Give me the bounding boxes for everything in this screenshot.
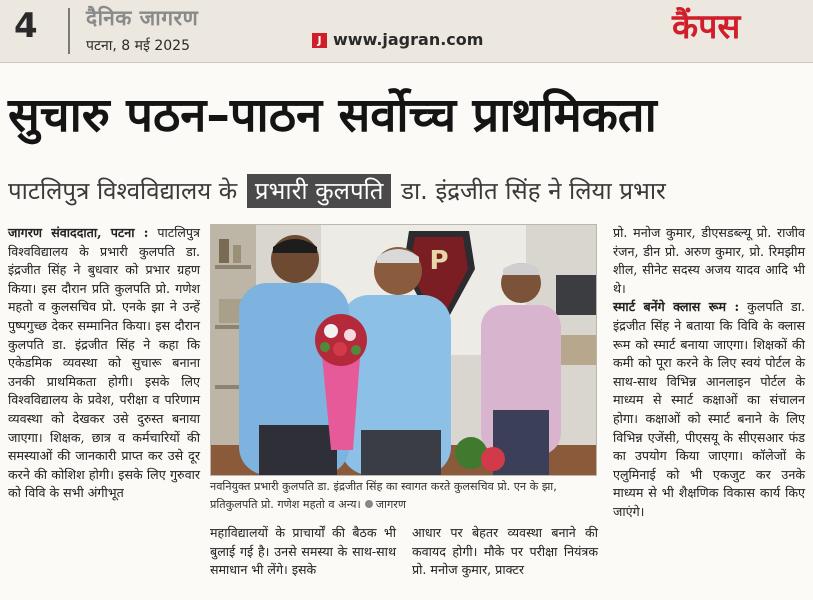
website-url: www.jagran.com <box>333 30 484 49</box>
column-4-text-2: कुलपति डा. इंद्रजीत सिंह ने बताया कि विवि के क्लास रूम को स्मार्ट बनाया जाएगा। शिक्षकों की कमी को पूरा करने के लिए स्वयं पोर्टल के साथ-साथ विभिन्न आनलाइन पोर्टल के माध्यम से स्मार्ट कक्षाओं का संचालन होगा। कक्षाओं को स्मार्ट बनाने के लिए विभिन्न एजेंसी, पीएसयू के सीएसआर फंड का उपयोग किया जाएगा। कॉलेजों के एलुमिनाई को भी एकजुट कर उनके माध्यम से भी शैक्षणिक विकास कार्य किए जाएंगे। <box>613 299 805 519</box>
column-1-text: पाटलिपुत्र विश्वविद्यालय के प्रभारी कुलपति डा. इंद्रजीत सिंह ने बुधवार को प्रभार ग्रहण किया। इस दौरान प्रति कुलपति प्रो. गणेश महतो व कुलसचिव प्रो. एनके झा ने उन्हें पुष्पगुच्छ देकर सम्मानित किया। इस दौरान कुलपति डा. इंद्रजीत सिंह ने कहा कि एकेडमिक व्यवस्था को सुचारू बनाना उनकी प्राथमिकता होगी। इसके लिए विश्वविद्यालय के प्रवेश, परीक्षा व परिणाम व्यवस्था को देखकर उसे दुरुस्त बनाया जाएगा। शिक्षक, छात्र व कर्मचारियों की समस्याओं की जानकारी प्राप्त कर उसे दूर करने की कोशिश होगी। इसके लिए गुरुवार को विवि के सभी अंगीभूत <box>8 225 200 501</box>
column-1 <box>8 224 200 503</box>
byline: जागरण संवाददाता, पटना : <box>8 225 149 240</box>
headline: सुचारु पठन–पाठन सर्वोच्च प्राथमिकता <box>8 88 657 143</box>
column-2-text: महाविद्यालयों के प्राचार्यों की बैठक भी बुलाई गई है। उनसे समस्या के साथ-साथ समाधान भी लेंगे। इसके <box>210 525 396 578</box>
website <box>312 30 483 49</box>
column-4-text-1: प्रो. मनोज कुमार, डीएसडब्ल्यू प्रो. राजीव रंजन, डीन प्रो. अरुण कुमार, प्रो. रिमझीम शील, सीनेट सदस्य अजय यादव आदि भी थे। <box>613 225 805 296</box>
subhead-highlight: प्रभारी कुलपति <box>247 174 392 208</box>
subheadline <box>8 174 808 208</box>
subhead-after: डा. इंद्रजीत सिंह ने लिया प्रभार <box>401 177 666 205</box>
credit-dot-icon <box>365 500 373 508</box>
jagran-logo-icon: J <box>312 33 327 48</box>
column-3 <box>412 524 598 580</box>
page-number: 4 <box>14 6 38 46</box>
column-4-subhead: स्मार्ट बनेंगे क्लास रूम : <box>613 299 740 315</box>
section-name: कैंपस <box>672 7 741 47</box>
column-4 <box>613 224 805 522</box>
dateline: पटना, 8 मई 2025 <box>86 38 190 54</box>
masthead <box>0 0 813 63</box>
subhead-before: पाटलिपुत्र विश्वविद्यालय के <box>8 177 238 205</box>
photo-caption <box>210 478 595 514</box>
masthead-divider <box>68 8 70 54</box>
paper-name: दैनिक जागरण <box>86 6 199 30</box>
emblem-letter: P <box>429 246 449 276</box>
column-3-text: आधार पर बेहतर व्यवस्था बनाने की कवायद होगी। मौके पर परीक्षा नियंत्रक प्रो. मनोज कुमार, प्राक्टर <box>412 525 598 578</box>
news-photo <box>210 224 597 476</box>
photo-illustration <box>211 225 596 475</box>
column-2 <box>210 524 396 580</box>
caption-text: नवनियुक्त प्रभारी कुलपति डा. इंद्रजीत सिंह का स्वागत करते कुलसचिव प्रो. एन के झा, प्रतिकुलपति प्रो. गणेश महतो व अन्य। <box>210 480 557 511</box>
photo-credit: जागरण <box>375 498 406 511</box>
